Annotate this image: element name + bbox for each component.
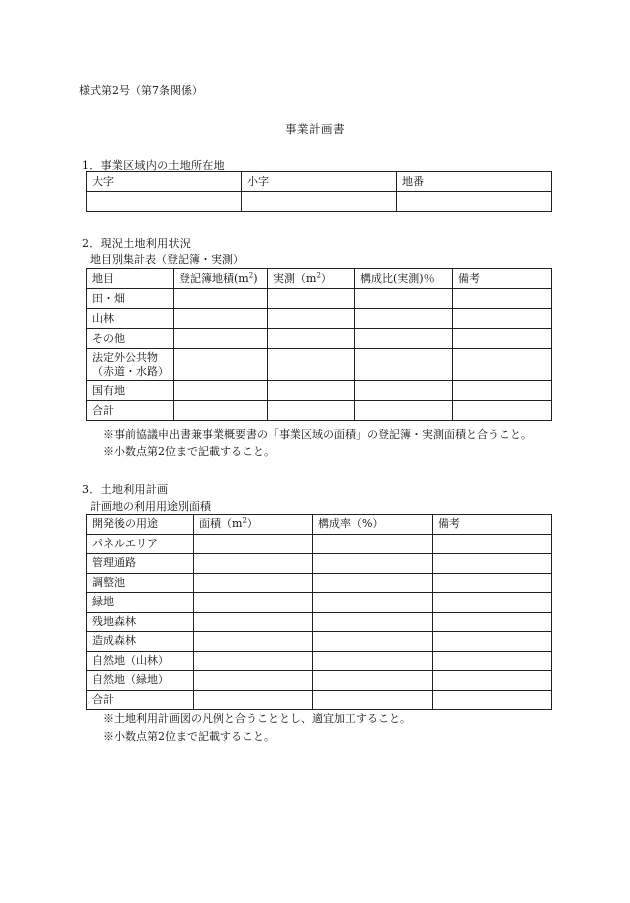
input-cell[interactable] — [313, 690, 433, 710]
input-cell[interactable] — [313, 632, 433, 652]
col-area: 面積$(m^2)$ — [194, 515, 313, 535]
input-cell[interactable] — [194, 612, 313, 632]
input-cell[interactable] — [268, 381, 355, 401]
col-composition-ratio: 構成比(実測)％ — [355, 269, 453, 289]
input-cell[interactable] — [313, 573, 433, 593]
input-cell[interactable] — [453, 289, 552, 309]
input-cell[interactable] — [313, 651, 433, 671]
row-label: 管理通路 — [87, 554, 194, 574]
input-cell[interactable] — [453, 349, 552, 381]
input-cell[interactable] — [194, 690, 313, 710]
row-label: 造成森林 — [87, 632, 194, 652]
input-cell[interactable] — [313, 612, 433, 632]
input-cell[interactable] — [433, 534, 552, 554]
table-row — [87, 381, 552, 401]
row-label: 自然地（緑地） — [87, 671, 194, 691]
col-oaza: 大字 — [87, 172, 242, 192]
input-cell[interactable] — [355, 349, 453, 381]
input-cell[interactable] — [433, 612, 552, 632]
table-row — [87, 349, 552, 381]
input-cell[interactable] — [194, 554, 313, 574]
col-use-after-dev: 開発後の用途 — [87, 515, 194, 535]
table-row — [87, 309, 552, 329]
input-cell[interactable] — [433, 651, 552, 671]
col-remarks: 備考 — [453, 269, 552, 289]
col-koaza: 小字 — [242, 172, 397, 192]
input-cell[interactable] — [453, 381, 552, 401]
section2-heading: 2．現況土地利用状況 — [82, 237, 191, 250]
input-cell[interactable] — [355, 381, 453, 401]
input-cell[interactable] — [313, 671, 433, 691]
input-cell[interactable] — [194, 573, 313, 593]
input-cell[interactable] — [268, 349, 355, 381]
input-cell[interactable] — [313, 554, 433, 574]
row-label: 緑地 — [87, 593, 194, 613]
section3-note-2: ※小数点第2位まで記載すること。 — [103, 730, 275, 743]
input-cell[interactable] — [433, 593, 552, 613]
table-row — [87, 612, 552, 632]
input-cell[interactable] — [194, 534, 313, 554]
table-row — [87, 593, 552, 613]
col-registered-area: 登記簿地積$(m^2)$ — [174, 269, 268, 289]
row-label: その他 — [87, 329, 174, 349]
col-chimoku: 地目 — [87, 269, 174, 289]
row-label: パネルエリア — [87, 534, 194, 554]
input-cell[interactable] — [268, 329, 355, 349]
row-label: 自然地（山林） — [87, 651, 194, 671]
col-surveyed-area: 実測$(m^2)$ — [268, 269, 355, 289]
input-cell[interactable] — [194, 671, 313, 691]
input-cell[interactable] — [453, 401, 552, 421]
input-cell[interactable] — [433, 671, 552, 691]
section2-note-2: ※小数点第2位まで記載すること。 — [103, 445, 275, 458]
row-label: 山林 — [87, 309, 174, 329]
table-row — [87, 632, 552, 652]
input-cell[interactable] — [355, 329, 453, 349]
input-cell[interactable] — [355, 401, 453, 421]
document-title: 事業計画書 — [285, 122, 345, 136]
form-number: 様式第2号（第7条関係） — [79, 84, 203, 97]
input-cell[interactable] — [433, 690, 552, 710]
input-cell[interactable] — [174, 381, 268, 401]
input-cell[interactable] — [174, 349, 268, 381]
input-cell[interactable] — [174, 401, 268, 421]
input-cell[interactable] — [453, 329, 552, 349]
row-label: 残地森林 — [87, 612, 194, 632]
location-table — [86, 171, 552, 212]
col-composition-rate: 構成率（%） — [313, 515, 433, 535]
table-row — [87, 329, 552, 349]
section3-note-1: ※土地利用計画図の凡例と合うこととし、適宜加工すること。 — [103, 712, 411, 725]
oaza-value-cell[interactable] — [87, 192, 242, 212]
table-row — [87, 534, 552, 554]
section3-subheading: 計画地の利用用途別面積 — [90, 500, 211, 513]
input-cell[interactable] — [313, 593, 433, 613]
table-row — [87, 573, 552, 593]
row-label: 田・畑 — [87, 289, 174, 309]
col-chiban: 地番 — [397, 172, 552, 192]
section2-note-1: ※事前協議申出書兼事業概要書の「事業区域の面積」の登記簿・実測面積と合うこと。 — [103, 428, 532, 441]
input-cell[interactable] — [313, 534, 433, 554]
table-row — [87, 671, 552, 691]
row-label: 法定外公共物 （赤道・水路） — [87, 349, 174, 381]
section2-subheading: 地目別集計表（登記簿・実測） — [90, 253, 244, 266]
table-row — [87, 401, 552, 421]
row-label: 調整池 — [87, 573, 194, 593]
input-cell[interactable] — [194, 651, 313, 671]
koaza-value-cell[interactable] — [242, 192, 397, 212]
row-label: 合計 — [87, 690, 194, 710]
input-cell[interactable] — [355, 289, 453, 309]
input-cell[interactable] — [433, 632, 552, 652]
input-cell[interactable] — [174, 309, 268, 329]
input-cell[interactable] — [433, 554, 552, 574]
input-cell[interactable] — [453, 309, 552, 329]
row-label: 国有地 — [87, 381, 174, 401]
input-cell[interactable] — [433, 573, 552, 593]
table-row — [87, 554, 552, 574]
input-cell[interactable] — [268, 289, 355, 309]
input-cell[interactable] — [355, 309, 453, 329]
section1-heading: 1．事業区域内の土地所在地 — [82, 159, 225, 172]
input-cell[interactable] — [174, 329, 268, 349]
input-cell[interactable] — [268, 401, 355, 421]
chiban-value-cell[interactable] — [397, 192, 552, 212]
section3-heading: 3．土地利用計画 — [82, 483, 169, 496]
land-category-table — [86, 268, 552, 421]
col-remarks: 備考 — [433, 515, 552, 535]
row-label: 合計 — [87, 401, 174, 421]
land-use-plan-table — [86, 514, 552, 710]
table-row — [87, 651, 552, 671]
input-cell[interactable] — [268, 309, 355, 329]
table-row — [87, 690, 552, 710]
table-row — [87, 289, 552, 309]
input-cell[interactable] — [194, 593, 313, 613]
input-cell[interactable] — [194, 632, 313, 652]
input-cell[interactable] — [174, 289, 268, 309]
